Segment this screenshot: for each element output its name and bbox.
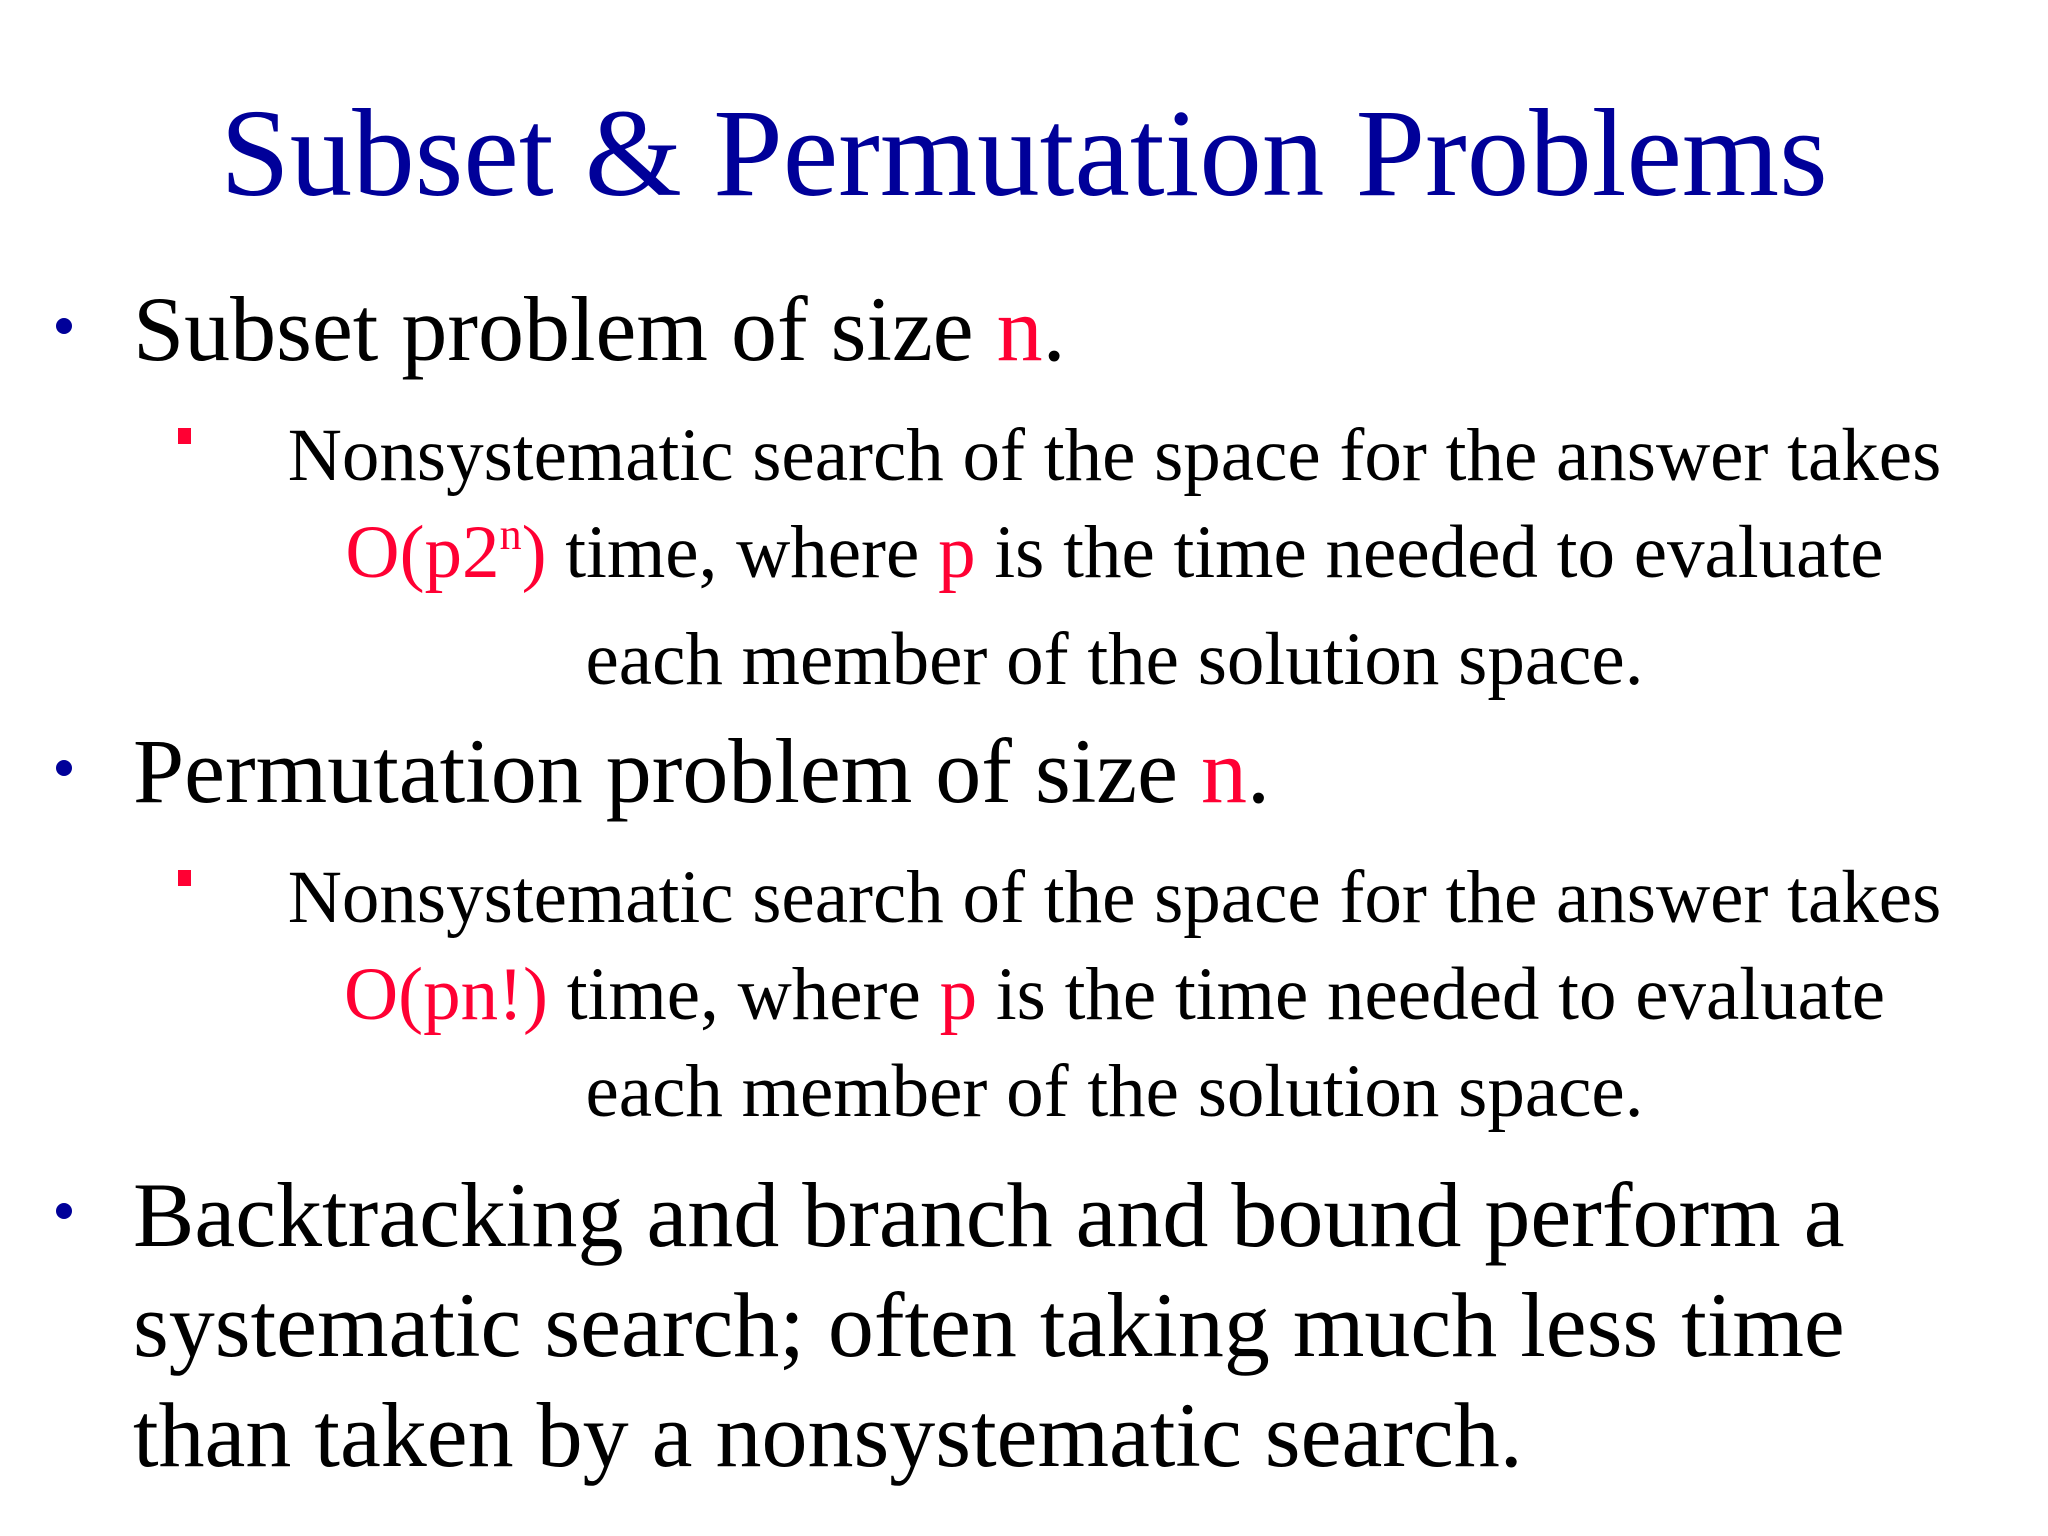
complexity-expression: O(pn!): [343, 953, 549, 1036]
bullet-text: Subset problem of size: [133, 278, 997, 380]
bullet-dot-icon: [56, 760, 72, 776]
subset-sub-bullet: [231, 407, 1998, 708]
complexity-prefix: O(p2: [345, 511, 500, 594]
slide-title: Subset & Permutation Problems: [220, 85, 1828, 223]
square-bullet-icon: [178, 428, 191, 444]
variable-p: p: [938, 511, 976, 594]
complexity-suffix: ): [521, 511, 547, 594]
sub-text: is the time needed to evaluate: [977, 953, 1886, 1036]
complexity-superscript: n: [499, 510, 522, 559]
sub-bullet-line: [231, 504, 1998, 611]
square-bullet-icon: [178, 870, 191, 886]
period: .: [1042, 278, 1066, 380]
permutation-sub-bullet: [231, 849, 1998, 1140]
sub-bullet-line: Nonsystematic search of the space for the answer takes: [287, 856, 1942, 939]
complexity-expression: [345, 511, 546, 594]
bullet-permutation-problem: [133, 715, 1270, 828]
variable-p: p: [939, 953, 978, 1036]
sub-text: time, where: [546, 511, 939, 594]
sub-text: is the time needed to evaluate: [975, 511, 1884, 594]
paragraph-line: systematic search; often taking much less time: [133, 1274, 1845, 1376]
bullet-backtracking: [133, 1160, 1845, 1490]
sub-bullet-line: each member of the solution space.: [585, 1050, 1644, 1133]
bullet-dot-icon: [56, 1203, 72, 1219]
variable-n: n: [1200, 720, 1247, 822]
paragraph-line: than taken by a nonsystematic search.: [133, 1384, 1523, 1486]
variable-n: n: [996, 278, 1043, 380]
period: .: [1246, 720, 1270, 822]
sub-bullet-line: Nonsystematic search of the space for the answer takes: [287, 414, 1942, 497]
bullet-text: Permutation problem of size: [133, 720, 1201, 822]
sub-bullet-line: [231, 946, 1998, 1043]
bullet-subset-problem: [133, 273, 1066, 386]
sub-text: time, where: [548, 953, 940, 1036]
paragraph-line: Backtracking and branch and bound perform a: [133, 1164, 1845, 1266]
bullet-dot-icon: [56, 318, 72, 334]
sub-bullet-line: each member of the solution space.: [585, 618, 1644, 701]
